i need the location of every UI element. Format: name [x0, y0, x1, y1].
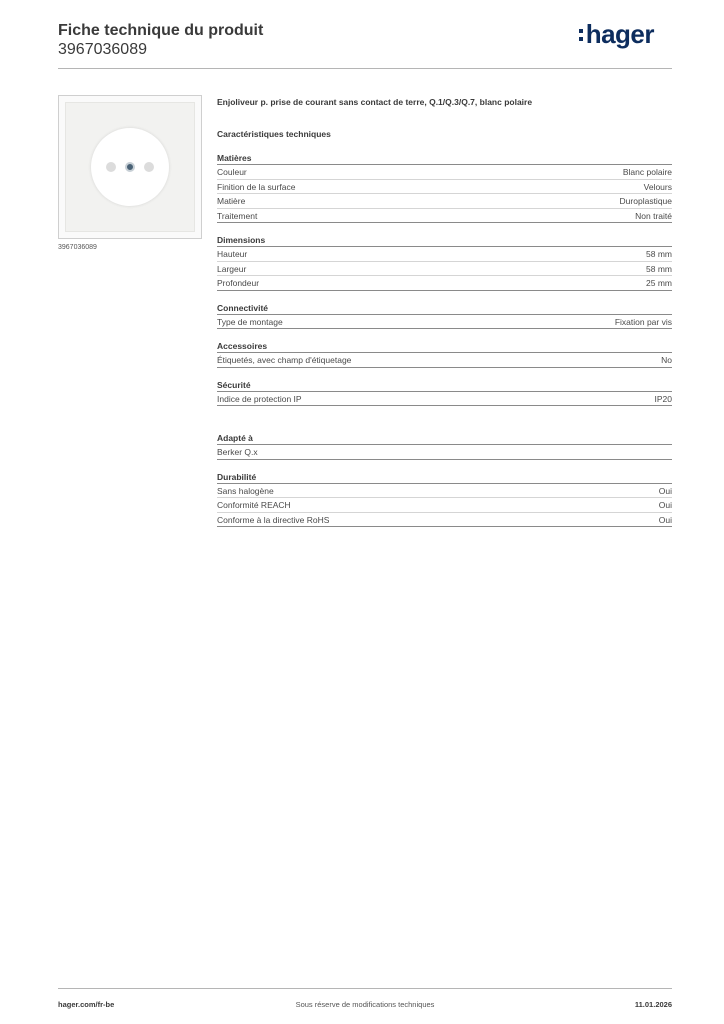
- spec-value: Oui: [658, 514, 672, 525]
- spec-label: Berker Q.x: [217, 447, 258, 457]
- spec-row: [217, 194, 672, 209]
- spec-section: [217, 302, 672, 330]
- section-title: Sécurité: [217, 379, 672, 392]
- spec-sections: [217, 152, 672, 527]
- spec-value: Oui: [658, 500, 672, 510]
- page-header: [58, 21, 672, 69]
- screw-icon: [125, 162, 135, 172]
- spec-label: Hauteur: [217, 249, 248, 259]
- spec-label: Conforme à la directive RoHS: [217, 514, 330, 525]
- socket-insert: [91, 128, 169, 206]
- spec-row: [217, 247, 672, 262]
- section-title: Durabilité: [217, 471, 672, 484]
- spec-label: Largeur: [217, 263, 247, 274]
- spec-label: Type de montage: [217, 316, 283, 327]
- logo-dots-icon: [579, 29, 583, 41]
- section-title: Adapté à: [217, 432, 672, 445]
- product-number: 3967036089: [58, 41, 147, 58]
- spec-value: 25 mm: [646, 278, 672, 288]
- spec-section: [217, 471, 672, 528]
- spec-value: Oui: [658, 485, 672, 496]
- spec-value: Blanc polaire: [622, 167, 672, 177]
- spec-label: Finition de la surface: [217, 181, 296, 192]
- spec-row: [217, 498, 672, 513]
- spec-label: Conformité REACH: [217, 500, 291, 510]
- spec-section: [217, 340, 672, 368]
- header-divider: [58, 68, 672, 69]
- spec-section: [217, 432, 672, 460]
- spec-section: [217, 234, 672, 291]
- spec-label: Sans halogène: [217, 485, 274, 496]
- spec-label: Profondeur: [217, 278, 260, 288]
- footer-notice: Sous réserve de modifications techniques: [295, 1000, 435, 1009]
- spec-row: [217, 315, 672, 330]
- spec-value: Fixation par vis: [614, 316, 672, 327]
- spec-value: IP20: [654, 393, 672, 404]
- spec-value: Velours: [643, 181, 672, 192]
- spec-value: 58 mm: [646, 249, 672, 259]
- spec-row: [217, 513, 672, 528]
- spec-value: No: [661, 355, 672, 365]
- footer-website: hager.com/fr-be: [58, 1000, 115, 1009]
- footer-date: 11.01.2026: [634, 1000, 672, 1009]
- product-description: Enjoliveur p. prise de courant sans contact de terre, Q.1/Q.3/Q.7, blanc polaire: [217, 97, 533, 107]
- footer-divider: [58, 988, 672, 989]
- spec-value: 58 mm: [646, 263, 672, 274]
- page-footer: [58, 994, 672, 1010]
- section-title: Dimensions: [217, 234, 672, 247]
- section-title: Accessoires: [217, 340, 672, 353]
- spec-row: [217, 445, 672, 460]
- spec-section: [217, 379, 672, 407]
- spec-row: [217, 276, 672, 291]
- page-title: Fiche technique du produit: [58, 22, 264, 39]
- spec-label: Étiquetés, avec champ d'étiquetage: [217, 355, 352, 365]
- logo-text: hager: [585, 19, 654, 49]
- pin-hole-left: [106, 162, 116, 172]
- socket-cover-plate: [65, 102, 195, 232]
- spec-label: Traitement: [217, 210, 258, 221]
- image-caption: 3967036089: [58, 244, 97, 251]
- spec-label: Matière: [217, 196, 246, 206]
- spec-row: [217, 262, 672, 277]
- spec-value: Duroplastique: [619, 196, 672, 206]
- spec-value: Non traité: [635, 210, 672, 221]
- pin-hole-right: [144, 162, 154, 172]
- product-image: [58, 95, 202, 239]
- specifications: [217, 95, 672, 527]
- section-title: Connectivité: [217, 302, 672, 315]
- spec-section: [217, 152, 672, 223]
- spec-row: [217, 392, 672, 407]
- hager-logo: [579, 19, 654, 50]
- spec-row: [217, 165, 672, 180]
- spec-row: [217, 180, 672, 195]
- spec-label: Indice de protection IP: [217, 393, 302, 404]
- specs-heading: Caractéristiques techniques: [217, 129, 331, 139]
- section-title: Matières: [217, 152, 672, 165]
- spec-row: [217, 353, 672, 368]
- spec-label: Couleur: [217, 167, 247, 177]
- spec-row: [217, 209, 672, 224]
- spec-row: [217, 484, 672, 499]
